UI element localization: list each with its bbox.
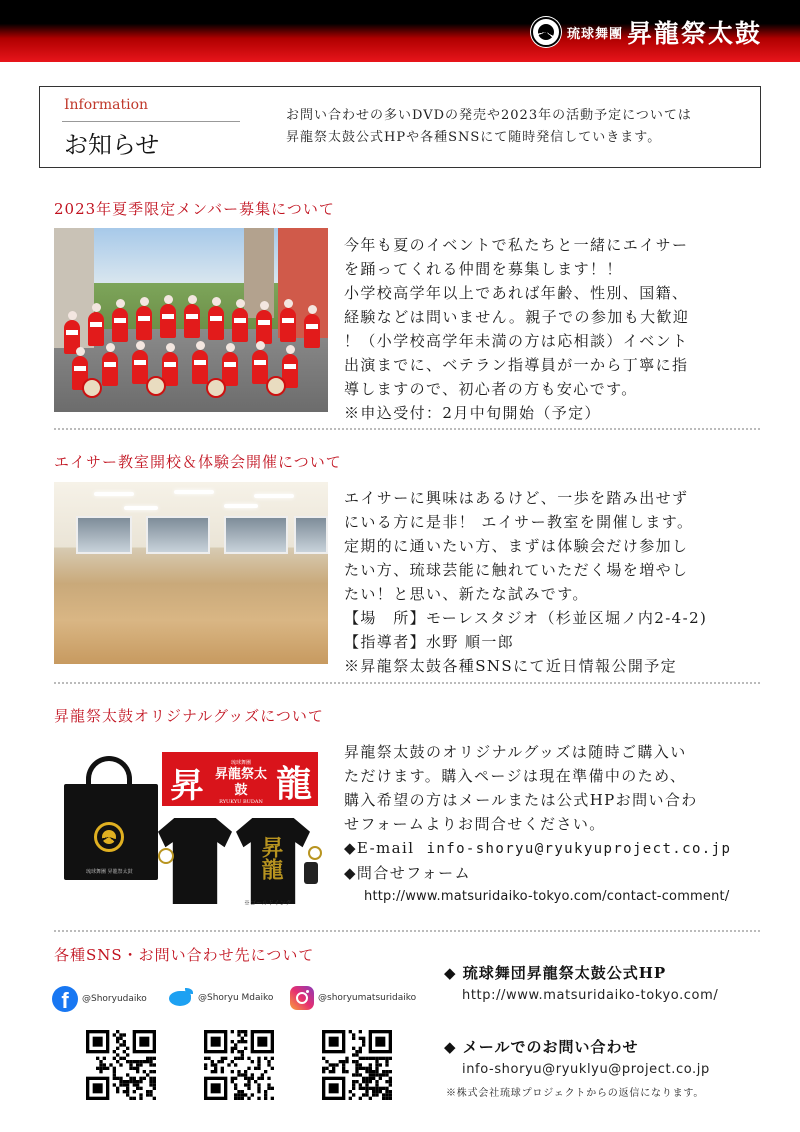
text-line: たい方、琉球芸能に触れていただく場を増やし xyxy=(344,561,689,579)
email-row xyxy=(344,836,764,861)
information-line: 昇龍祭太鼓公式HPや各種SNSにて随時発信していきます。 xyxy=(286,130,662,145)
section-divider xyxy=(54,930,760,932)
ceiling-light xyxy=(94,492,134,496)
section-text-goods xyxy=(344,740,764,909)
qr-code-instagram[interactable] xyxy=(322,1030,392,1100)
studio-window xyxy=(224,516,288,554)
information-box xyxy=(39,86,761,168)
tshirt-back-text: 昇龍 xyxy=(258,836,284,880)
form-url-link[interactable]: http://www.matsuridaiko-tokyo.com/contact-comment/ xyxy=(364,889,730,904)
mail-address-link[interactable]: info-shoryu@ryuklyu@project.co.jp xyxy=(462,1062,710,1077)
text-line: エイサーに興味はあるけど、一歩を踏み出せず xyxy=(344,489,689,507)
dancer-figure xyxy=(112,308,128,342)
dancer-figure xyxy=(232,308,248,342)
text-line: 定期的に通いたい方、まずは体験会だけ参加し xyxy=(344,537,689,555)
text-line: ただけます。購入ページは現在準備中のため、 xyxy=(344,767,687,785)
twitter-handle: @Shoryu Mdaiko xyxy=(198,993,274,1003)
towel-sub-text: RYUKYU BUDAN SHORYU MATSURI DAIKO xyxy=(216,799,266,819)
information-label: Information xyxy=(64,97,149,113)
section-title-class: エイサー教室開校＆体験会開催について xyxy=(54,453,342,471)
section-text-recruit xyxy=(344,233,764,425)
studio-window xyxy=(146,516,210,554)
tote-tag-text: 琉球舞團 昇龍祭太鼓 xyxy=(86,869,133,875)
drum-shape xyxy=(82,378,102,398)
building-shape xyxy=(244,228,274,318)
studio-window xyxy=(76,516,132,554)
facebook-icon: f xyxy=(52,986,78,1012)
text-line: 今年も夏のイベントで私たちと一緒にエイサー xyxy=(344,236,689,254)
text-line: 出演までに、ベテラン指導員が一から丁寧に指 xyxy=(344,356,689,374)
text-line: 昇龍祭太鼓のオリジナルグッズは随時ご購入い xyxy=(344,743,687,761)
mail-heading: ◆ メールでのお問い合わせ xyxy=(444,1038,639,1056)
ceiling-light xyxy=(174,490,214,494)
dancer-figure xyxy=(192,350,208,384)
dancer-figure xyxy=(102,352,118,386)
dancer-figure xyxy=(208,306,224,340)
dancer-figure xyxy=(256,310,272,344)
hp-url-link[interactable]: http://www.matsuridaiko-tokyo.com/ xyxy=(462,988,719,1003)
twitter-icon xyxy=(166,986,194,1010)
drum-shape xyxy=(206,378,226,398)
form-label: ◆問合せフォーム xyxy=(344,864,471,882)
text-line: 【指導者】水野 順一郎 xyxy=(344,633,515,651)
dancer-figure xyxy=(252,350,268,384)
text-line: 導しますので、初心者の方も安心です。 xyxy=(344,380,638,398)
section-title-recruit: 2023年夏季限定メンバー募集について xyxy=(54,200,335,218)
dancer-figure xyxy=(280,308,296,342)
information-text xyxy=(286,105,746,149)
tshirt-note: ※ゴールドインク xyxy=(244,900,292,907)
qr-code-facebook[interactable] xyxy=(86,1030,156,1100)
brand-logo[interactable] xyxy=(531,14,762,50)
section-title-goods: 昇龍祭太鼓オリジナルグッズについて xyxy=(54,707,324,725)
towel-center xyxy=(210,760,272,820)
dancer-figure xyxy=(132,350,148,384)
text-line: を踊ってくれる仲間を募集します！！ xyxy=(344,260,623,278)
twitter-link[interactable] xyxy=(166,986,273,1010)
section-title-sns: 各種SNS・お問い合わせ先について xyxy=(54,946,315,964)
text-line: 経験などは問いません。親子での参加も大歓迎 xyxy=(344,308,690,326)
dancer-figure xyxy=(304,314,320,348)
text-line: せフォームよりお問合せください。 xyxy=(344,815,606,833)
mitsudomoe-icon xyxy=(531,17,561,47)
dancer-figure xyxy=(222,352,238,386)
section-text-class xyxy=(344,486,764,678)
towel-small-text: 琉球舞團 xyxy=(230,760,251,766)
eisa-performers-photo xyxy=(54,228,328,412)
email-link[interactable]: info-shoryu@ryukyuproject.co.jp xyxy=(426,841,732,857)
towel-left-char: 昇 xyxy=(170,766,204,806)
drum-shape xyxy=(266,376,286,396)
text-line: 小学校高学年以上であれば年齢、性別、国籍、 xyxy=(344,284,689,302)
dancer-figure xyxy=(88,312,104,346)
header-bar xyxy=(0,0,800,62)
qr-code-twitter[interactable] xyxy=(204,1030,274,1100)
text-line: たい！と思い、新たな試みです。 xyxy=(344,585,589,603)
dancer-figure xyxy=(160,304,176,338)
towel-image xyxy=(162,752,318,819)
ceiling-light xyxy=(224,504,258,508)
drum-shape xyxy=(146,376,166,396)
tshirt-logo-icon xyxy=(308,846,322,860)
instagram-link[interactable] xyxy=(290,986,416,1010)
tshirt-tag xyxy=(304,862,318,884)
studio-window xyxy=(294,516,328,554)
towel-brand-text: 昇龍祭太鼓 xyxy=(214,767,267,798)
text-line: ※申込受付：2月中旬開始（予定） xyxy=(344,404,601,422)
instagram-handle: @shoryumatsuridaiko xyxy=(318,993,417,1003)
text-line: ※昇龍祭太鼓各種SNSにて近日情報公開予定 xyxy=(344,657,678,675)
section-divider xyxy=(54,682,760,684)
information-title: お知らせ xyxy=(64,131,160,159)
tote-bag-image xyxy=(64,756,158,875)
mail-note: ※株式会社琉球プロジェクトからの返信になります。 xyxy=(446,1088,705,1099)
email-label: ◆E-mail xyxy=(344,839,415,857)
instagram-icon xyxy=(290,986,314,1010)
hp-heading: ◆ 琉球舞団昇龍祭太鼓公式HP xyxy=(444,964,667,982)
ceiling-light xyxy=(124,506,158,510)
mitsudomoe-icon xyxy=(94,822,124,852)
towel-right-char: 龍 xyxy=(275,763,312,805)
facebook-handle: @Shoryudaiko xyxy=(82,994,147,1004)
information-divider xyxy=(62,121,240,122)
text-line: 購入希望の方はメールまたは公式HPお問い合わ xyxy=(344,791,698,809)
brand-small-text: 琉球舞團 xyxy=(566,26,623,42)
information-line: お問い合わせの多いDVDの発売や2023年の活動予定については xyxy=(286,108,692,123)
brand-name: 昇龍祭太鼓 xyxy=(626,19,762,48)
text-line: にいる方に是非！ エイサー教室を開催します。 xyxy=(344,513,694,531)
text-line: 【場 所】モーレスタジオ（杉並区堀ノ内2-4-2) xyxy=(344,609,708,627)
dancer-figure xyxy=(184,304,200,338)
text-line: ！（小学校高学年未満の方は応相談）イベント xyxy=(344,332,689,350)
section-divider xyxy=(54,428,760,430)
dance-studio-photo xyxy=(54,482,328,664)
facebook-link[interactable] xyxy=(52,986,147,1012)
tshirt-logo-icon xyxy=(158,848,174,864)
ceiling-light xyxy=(254,494,294,498)
dancer-figure xyxy=(136,306,152,340)
